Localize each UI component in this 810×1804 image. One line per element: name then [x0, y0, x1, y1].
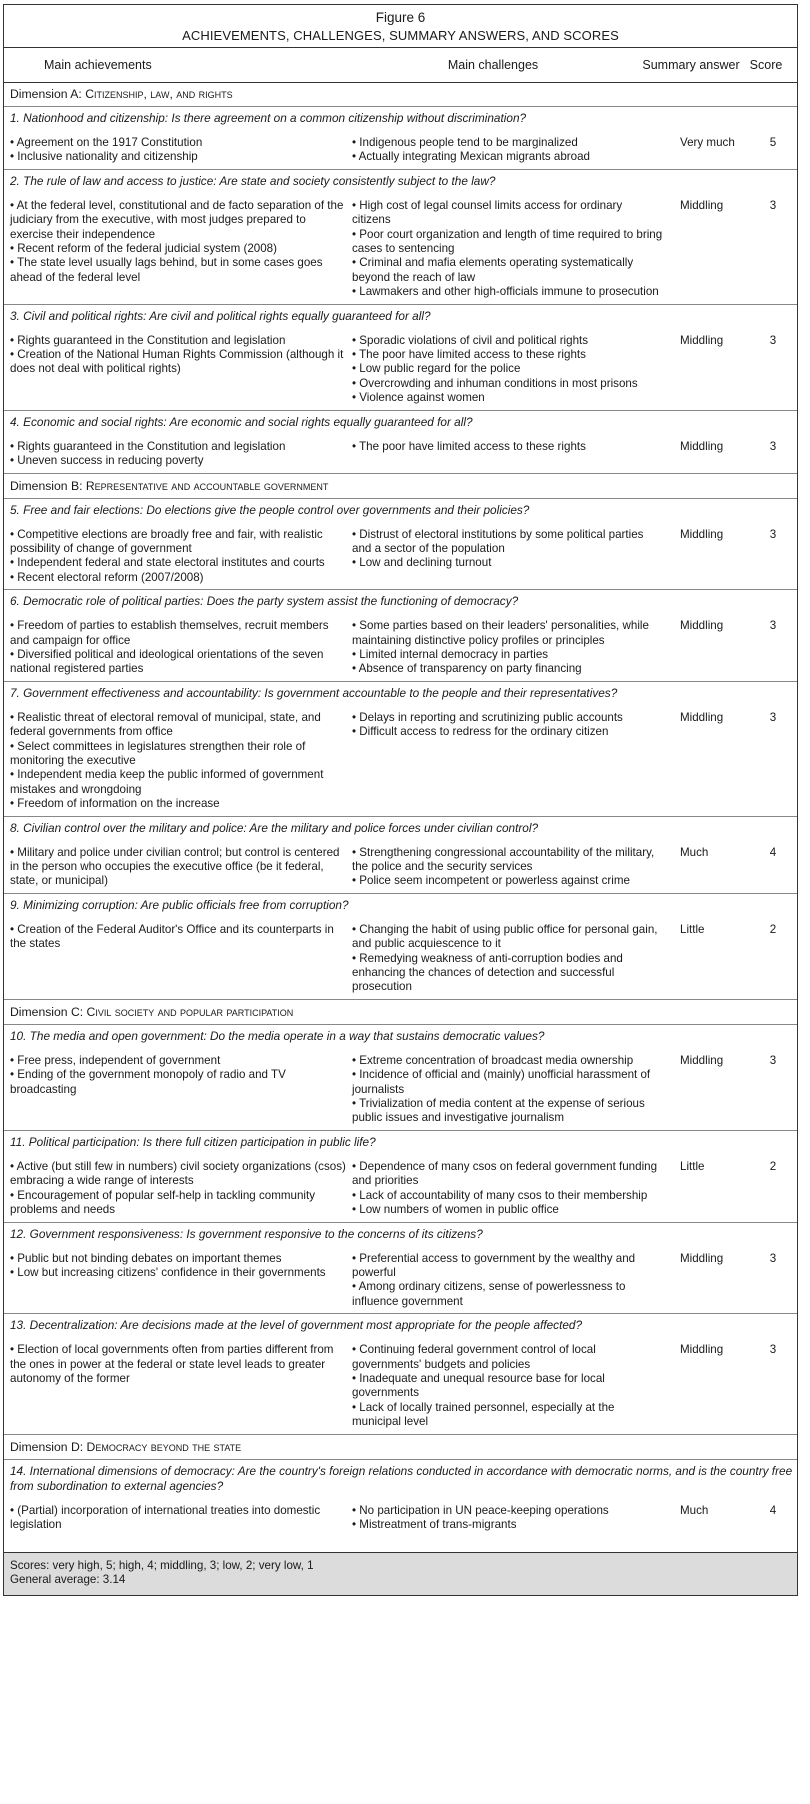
achievement-item: • Encouragement of popular self-help in tackling community problems and needs: [10, 1188, 316, 1217]
challenge-item: • The poor have limited access to these rights: [352, 348, 586, 362]
dimension-label: Citizenship, law, and rights: [85, 87, 233, 101]
figure-title: ACHIEVEMENTS, CHALLENGES, SUMMARY ANSWERS, AND SCORES: [182, 28, 619, 43]
achievement-item: • (Partial) incorporation of international treaties into domestic legislation: [10, 1503, 321, 1531]
summary-answer: Middling: [680, 1053, 724, 1067]
score-value: 5: [769, 136, 777, 149]
dimension-prefix: Dimension C:: [10, 1004, 87, 1019]
question-text: 10. The media and open government: Do the media operate in a way that sustains democratic values?: [4, 1024, 797, 1044]
achievement-item: • Independent media keep the public informed of government mistakes and wrongdoing: [10, 768, 324, 796]
achievements-cell: [4, 1054, 350, 1126]
challenge-item: • Lawmakers and other high-officials immune to prosecution: [352, 285, 659, 299]
challenge-item: • The poor have limited access to these rights: [352, 439, 586, 453]
question-text: 6. Democratic role of political parties: Does the party system assist the functioning of democracy?: [4, 589, 797, 609]
challenge-item: • Some parties based on their leaders' personalities, while maintaining distinctive policy profiles or principles: [352, 619, 649, 647]
answer-row: [4, 189, 797, 300]
score-value: 3: [769, 619, 777, 633]
challenge-item: • Distrust of electoral institutions by some political parties and a sector of the population: [352, 527, 644, 555]
col-achievements: Main achievements: [44, 58, 152, 72]
achievement-item: • The state level usually lags behind, but in some cases goes ahead of the federal level: [10, 256, 323, 284]
achievements-cell: [4, 136, 350, 165]
dimension-a-heading: [4, 86, 797, 102]
challenge-item: • Low and declining turnout: [352, 556, 492, 570]
summary-answer: Middling: [680, 1343, 724, 1357]
dimension-prefix: Dimension D:: [10, 1439, 87, 1454]
score-value: 3: [769, 1343, 777, 1357]
achievement-item: • Recent reform of the federal judicial system (2008): [10, 242, 277, 256]
challenges-cell: [350, 711, 664, 812]
challenge-item: • Low public regard for the police: [352, 362, 521, 376]
challenge-item: • Delays in reporting and scrutinizing public accounts: [352, 710, 623, 724]
challenges-cell: [350, 528, 664, 586]
answer-row: [4, 430, 797, 469]
challenge-item: • Mistreatment of trans-migrants: [352, 1517, 517, 1531]
dimension-d-heading: [4, 1434, 797, 1455]
challenges-cell: [350, 1160, 664, 1218]
achievement-item: • Ending of the government monopoly of radio and TV broadcasting: [10, 1068, 286, 1096]
question-block-q1: [4, 106, 797, 165]
question-text: 4. Economic and social rights: Are economic and social rights equally guaranteed for all?: [4, 410, 797, 430]
score-value: 3: [769, 710, 777, 724]
score-value: 3: [769, 1251, 777, 1265]
col-summary: Summary answer: [642, 58, 740, 72]
summary-answer: Middling: [680, 619, 724, 633]
dimension-label: Civil society and popular participation: [86, 1004, 294, 1019]
table-footer: [4, 1552, 797, 1595]
challenges-cell: [350, 923, 664, 995]
achievement-item: • Low but increasing citizens' confidence in their governments: [10, 1265, 326, 1279]
summary-answer: Middling: [680, 710, 724, 724]
challenge-item: • Incidence of official and (mainly) unofficial harassment of journalists: [352, 1068, 651, 1096]
answer-row: [4, 1242, 797, 1310]
answer-row: [4, 1044, 797, 1126]
score-value: 3: [769, 333, 777, 347]
challenge-item: • Limited internal democracy in parties: [352, 647, 549, 661]
achievement-item: • Creation of the Federal Auditor's Office and its counterparts in the states: [10, 922, 334, 951]
achievements-cell: [4, 528, 350, 586]
achievement-item: • Select committees in legislatures strengthen their role of monitoring the executive: [10, 739, 306, 767]
summary-answer: Middling: [680, 1251, 724, 1265]
scores-legend: Scores: very high, 5; high, 4; middling, 3; low, 2; very low, 1: [10, 1559, 314, 1573]
question-block-q7: [4, 681, 797, 812]
question-text: 11. Political participation: Is there full citizen participation in public life?: [4, 1130, 797, 1150]
achievements-cell: [4, 923, 350, 995]
general-average: General average: 3.14: [10, 1573, 126, 1587]
question-text: 5. Free and fair elections: Do elections give the people control over governments and their policies?: [4, 498, 797, 518]
dimension-c-heading: [4, 999, 797, 1020]
challenge-item: • Criminal and mafia elements operating systematically beyond the reach of law: [352, 256, 634, 284]
summary-answer: Little: [680, 922, 705, 936]
challenge-item: • Police seem incompetent or powerless against crime: [352, 874, 630, 888]
question-text: 1. Nationhood and citizenship: Is there agreement on a common citizenship without discrimination?: [4, 106, 797, 126]
answer-row: [4, 1333, 797, 1429]
achievements-cell: [4, 334, 350, 406]
achievements-cell: [4, 711, 350, 812]
challenges-cell: [350, 1054, 664, 1126]
challenge-item: • Dependence of many csos on federal government funding and priorities: [352, 1159, 658, 1188]
question-text: 7. Government effectiveness and accountability: Is government accountable to the people and their representatives?: [4, 681, 797, 701]
achievement-item: • Competitive elections are broadly free and fair, with realistic possibility of change of government: [10, 527, 323, 555]
score-value: 4: [769, 1503, 777, 1517]
question-text: 3. Civil and political rights: Are civil and political rights equally guaranteed for all?: [4, 304, 797, 324]
score-value: 3: [769, 527, 777, 541]
answer-row: [4, 1150, 797, 1218]
achievement-item: • Agreement on the 1917 Constitution: [10, 136, 203, 149]
question-block-q8: [4, 816, 797, 889]
challenges-cell: [350, 1504, 664, 1533]
summary-answer: Middling: [680, 439, 724, 453]
figure-header: [4, 5, 797, 47]
answer-row: [4, 324, 797, 406]
question-block-q5: [4, 498, 797, 586]
challenges-cell: [350, 199, 664, 300]
achievement-item: • Independent federal and state electoral institutes and courts: [10, 556, 325, 570]
score-value: 2: [769, 922, 777, 936]
question-block-q3: [4, 304, 797, 406]
achievement-item: • Free press, independent of government: [10, 1053, 221, 1067]
achievement-item: • Rights guaranteed in the Constitution and legislation: [10, 333, 286, 347]
achievement-item: • Freedom of parties to establish themselves, recruit members and campaign for office: [10, 619, 329, 647]
challenge-item: • Strengthening congressional accountability of the military, the police and the security services: [352, 845, 655, 873]
achievement-item: • Election of local governments often from parties different from the ones in power at the federal or state level leads to greater autonomy of the former: [10, 1343, 334, 1385]
challenges-cell: [350, 846, 664, 889]
answer-row: [4, 1494, 797, 1533]
challenges-cell: [350, 440, 664, 469]
challenge-item: • Continuing federal government control of local governments' budgets and policies: [352, 1343, 596, 1371]
dimension-b-heading: [4, 473, 797, 494]
challenges-cell: [350, 619, 664, 677]
challenge-item: • Actually integrating Mexican migrants abroad: [352, 150, 590, 164]
question-block-q13: [4, 1313, 797, 1429]
col-challenges: Main challenges: [447, 58, 539, 72]
challenges-cell: [350, 136, 664, 165]
question-text: 8. Civilian control over the military and police: Are the military and police forces under civilian control?: [4, 816, 797, 836]
challenge-item: • Inadequate and unequal resource base for local governments: [352, 1371, 605, 1400]
score-value: 3: [769, 198, 777, 212]
achievements-cell: [4, 1160, 350, 1218]
dimension-label: Representative and accountable government: [85, 478, 329, 493]
challenge-item: • Trivialization of media content at the expense of serious public issues and investigative journalism: [352, 1097, 645, 1125]
achievement-item: • At the federal level, constitutional and de facto separation of the judiciary from the executive, with most judges prepared to exercise their independence: [10, 198, 344, 241]
achievement-item: • Public but not binding debates on important themes: [10, 1251, 282, 1265]
challenge-item: • Preferential access to government by the wealthy and powerful: [352, 1251, 636, 1279]
summary-answer: Much: [680, 845, 709, 859]
question-block-q4: [4, 410, 797, 469]
achievement-item: • Diversified political and ideological orientations of the seven national registered parties: [10, 647, 324, 676]
challenges-cell: [350, 1343, 664, 1429]
question-text: 12. Government responsiveness: Is government responsive to the concerns of its citizens?: [4, 1222, 797, 1242]
figure-table: [3, 4, 798, 1596]
question-text: 14. International dimensions of democracy: Are the country's foreign relations conducted in accordance with democratic norms, and is the country free from subordination to external agencies?: [4, 1459, 797, 1494]
achievements-cell: [4, 1343, 350, 1429]
question-block-q11: [4, 1130, 797, 1218]
achievement-item: • Recent electoral reform (2007/2008): [10, 570, 204, 584]
col-score: Score: [749, 58, 783, 72]
dimension-label: Democracy beyond the state: [86, 1439, 242, 1454]
score-value: 4: [769, 845, 777, 859]
answer-row: [4, 126, 797, 165]
answer-row: [4, 518, 797, 586]
achievement-item: • Active (but still few in numbers) civil society organizations (csos) embracing a wide range of interests: [10, 1159, 346, 1188]
score-value: 3: [769, 1053, 777, 1067]
summary-answer: Much: [680, 1503, 709, 1517]
summary-answer: Middling: [680, 527, 724, 541]
achievement-item: • Realistic threat of electoral removal of municipal, state, and federal governments from office: [10, 710, 321, 739]
question-block-q6: [4, 589, 797, 677]
challenge-item: • Violence against women: [352, 391, 485, 405]
challenge-item: • Sporadic violations of civil and political rights: [352, 333, 589, 347]
answer-row: [4, 836, 797, 889]
answer-row: [4, 609, 797, 677]
challenge-item: • Absence of transparency on party financing: [352, 662, 582, 676]
achievements-cell: [4, 1252, 350, 1310]
achievement-item: • Military and police under civilian control; but control is centered in the person who occupies the executive office (be it federal, state, or municipal): [10, 845, 340, 888]
summary-answer: Little: [680, 1159, 705, 1173]
challenge-item: • Among ordinary citizens, sense of powerlessness to influence government: [352, 1280, 626, 1308]
question-text: 2. The rule of law and access to justice: Are state and society consistently subject to the law?: [4, 169, 797, 189]
question-block-q14: [4, 1459, 797, 1533]
challenge-item: • Poor court organization and length of time required to bring cases to sentencing: [352, 227, 663, 256]
achievement-item: • Rights guaranteed in the Constitution and legislation: [10, 439, 286, 453]
question-text: 9. Minimizing corruption: Are public officials free from corruption?: [4, 893, 797, 913]
challenges-cell: [350, 1252, 664, 1310]
answer-row: [4, 701, 797, 812]
challenges-cell: [350, 334, 664, 406]
achievements-cell: [4, 199, 350, 300]
summary-answer: Very much: [680, 136, 735, 149]
dimension-prefix: Dimension B:: [10, 478, 86, 493]
achievements-cell: [4, 846, 350, 889]
summary-answer: Middling: [680, 198, 724, 212]
achievement-item: • Uneven success in reducing poverty: [10, 454, 204, 468]
challenge-item: • Overcrowding and inhuman conditions in most prisons: [352, 376, 638, 390]
column-headers: [4, 47, 797, 83]
achievement-item: • Freedom of information on the increase: [10, 797, 220, 811]
answer-row: [4, 913, 797, 995]
question-block-q2: [4, 169, 797, 300]
challenge-item: • Remedying weakness of anti-corruption bodies and enhancing the chances of detection and successful prosecution: [352, 951, 623, 994]
achievement-item: • Inclusive nationality and citizenship: [10, 150, 198, 164]
achievement-item: • Creation of the National Human Rights Commission (although it does not deal with political rights): [10, 348, 344, 376]
question-block-q12: [4, 1222, 797, 1310]
summary-answer: Middling: [680, 333, 724, 347]
achievements-cell: [4, 619, 350, 677]
score-value: 2: [769, 1159, 777, 1173]
challenge-item: • Difficult access to redress for the ordinary citizen: [352, 725, 609, 739]
challenge-item: • Lack of accountability of many csos to their membership: [352, 1188, 648, 1202]
question-text: 13. Decentralization: Are decisions made at the level of government most appropriate for the people affected?: [4, 1313, 797, 1333]
question-block-q9: [4, 893, 797, 995]
challenge-item: • High cost of legal counsel limits access for ordinary citizens: [352, 198, 623, 227]
achievements-cell: [4, 440, 350, 469]
challenge-item: • No participation in UN peace-keeping operations: [352, 1503, 609, 1517]
figure-number: Figure 6: [375, 10, 426, 25]
challenge-item: • Extreme concentration of broadcast media ownership: [352, 1053, 634, 1067]
achievements-cell: [4, 1504, 350, 1533]
challenge-item: • Lack of locally trained personnel, especially at the municipal level: [352, 1400, 615, 1429]
question-block-q10: [4, 1024, 797, 1126]
challenge-item: • Indigenous people tend to be marginalized: [352, 136, 578, 149]
challenge-item: • Changing the habit of using public office for personal gain, and public acquiescence to it: [352, 922, 658, 951]
dimension-prefix: Dimension A:: [10, 87, 86, 101]
challenge-item: • Low numbers of women in public office: [352, 1203, 559, 1217]
score-value: 3: [769, 439, 777, 453]
